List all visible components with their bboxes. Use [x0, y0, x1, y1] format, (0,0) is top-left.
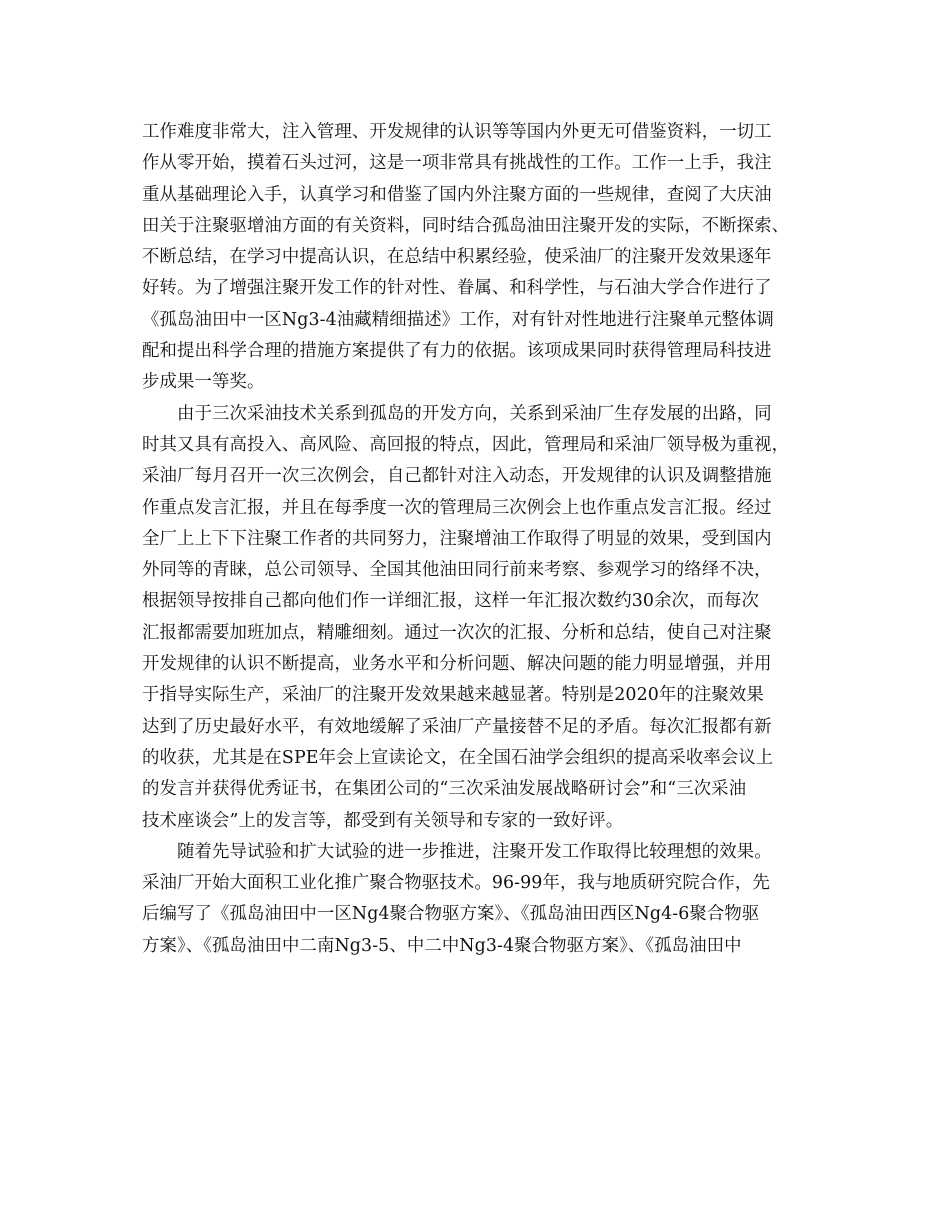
text-line: 后编写了《孤岛油田中一区Ng4聚合物驱方案》、《孤岛油田西区Ng4-6聚合物驱: [142, 904, 760, 925]
text-line: 步成果一等奖。: [142, 372, 265, 393]
text-line: 作从零开始，摸着石头过河，这是一项非常具有挑战性的工作。工作一上手，我注: [142, 153, 772, 174]
paragraph-first-line: 随着先导试验和扩大试验的进一步推进，注聚开发工作取得比较理想的效果。: [177, 841, 772, 862]
text-line: 田关于注聚驱增油方面的有关资料，同时结合孤岛油田注聚开发的实际，不断探索、: [142, 215, 790, 236]
text-line: 全厂上上下下注聚工作者的共同努力，注聚增油工作取得了明显的效果，受到国内: [142, 528, 772, 549]
text-line: 的收获，尤其是在SPE年会上宣读论文，在全国石油学会组织的提高采收率会议上: [142, 747, 774, 768]
text-line: 好转。为了增强注聚开发工作的针对性、眷属、和科学性，与石油大学合作进行了: [142, 278, 772, 299]
text-line: 不断总结，在学习中提高认识，在总结中积累经验，使采油厂的注聚开发效果逐年: [142, 247, 772, 268]
text-line: 采油厂每月召开一次三次例会，自己都针对注入动态，开发规律的认识及调整措施: [142, 466, 772, 487]
text-line: 方案》、《孤岛油田中二南Ng3-5、中二中Ng3-4聚合物驱方案》、《孤岛油田中: [142, 935, 742, 956]
text-line: 汇报都需要加班加点，精雕细刻。通过一次次的汇报、分析和总结，使自己对注聚: [142, 622, 772, 643]
text-line: 的发言并获得优秀证书，在集团公司的“三次采油发展战略研讨会”和“三次采油: [142, 779, 747, 800]
paragraph-first-line: 由于三次采油技术关系到孤岛的开发方向，关系到采油厂生存发展的出路，同: [177, 403, 772, 424]
text-line: 采油厂开始大面积工业化推广聚合物驱技术。96-99年，我与地质研究院合作，先: [142, 873, 770, 894]
document-body-text: [142, 117, 812, 962]
text-line: 重从基础理论入手，认真学习和借鉴了国内外注聚方面的一些规律，查阅了大庆油: [142, 184, 772, 205]
text-line: 技术座谈会”上的发言等，都受到有关领导和专家的一致好评。: [142, 810, 624, 831]
text-line: 《孤岛油田中一区Ng3-4油藏精细描述》工作，对有针对性地进行注聚单元整体调: [142, 309, 775, 330]
text-line: 开发规律的认识不断提高，业务水平和分析问题、解决问题的能力明显增强，并用: [142, 654, 772, 675]
text-line: 时其又具有高投入、高风险、高回报的特点，因此，管理局和采油厂领导极为重视，: [142, 434, 790, 455]
text-line: 于指导实际生产，采油厂的注聚开发效果越来越显著。特别是2020年的注聚效果: [142, 685, 764, 706]
text-line: 作重点发言汇报，并且在每季度一次的管理局三次例会上也作重点发言汇报。经过: [142, 497, 772, 518]
text-line: 根据领导按排自己都向他们作一详细汇报，这样一年汇报次数约30余次，而每次: [142, 591, 760, 612]
text-line: 配和提出科学合理的措施方案提供了有力的依据。该项成果同时获得管理局科技进: [142, 341, 772, 362]
text-line: 外同等的青睐，总公司领导、全国其他油田同行前来考察、参观学习的络绎不决，: [142, 560, 772, 581]
text-line: 达到了历史最好水平，有效地缓解了采油厂产量接替不足的矛盾。每次汇报都有新: [142, 716, 772, 737]
text-line: 工作难度非常大，注入管理、开发规律的认识等等国内外更无可借鉴资料，一切工: [142, 122, 772, 142]
